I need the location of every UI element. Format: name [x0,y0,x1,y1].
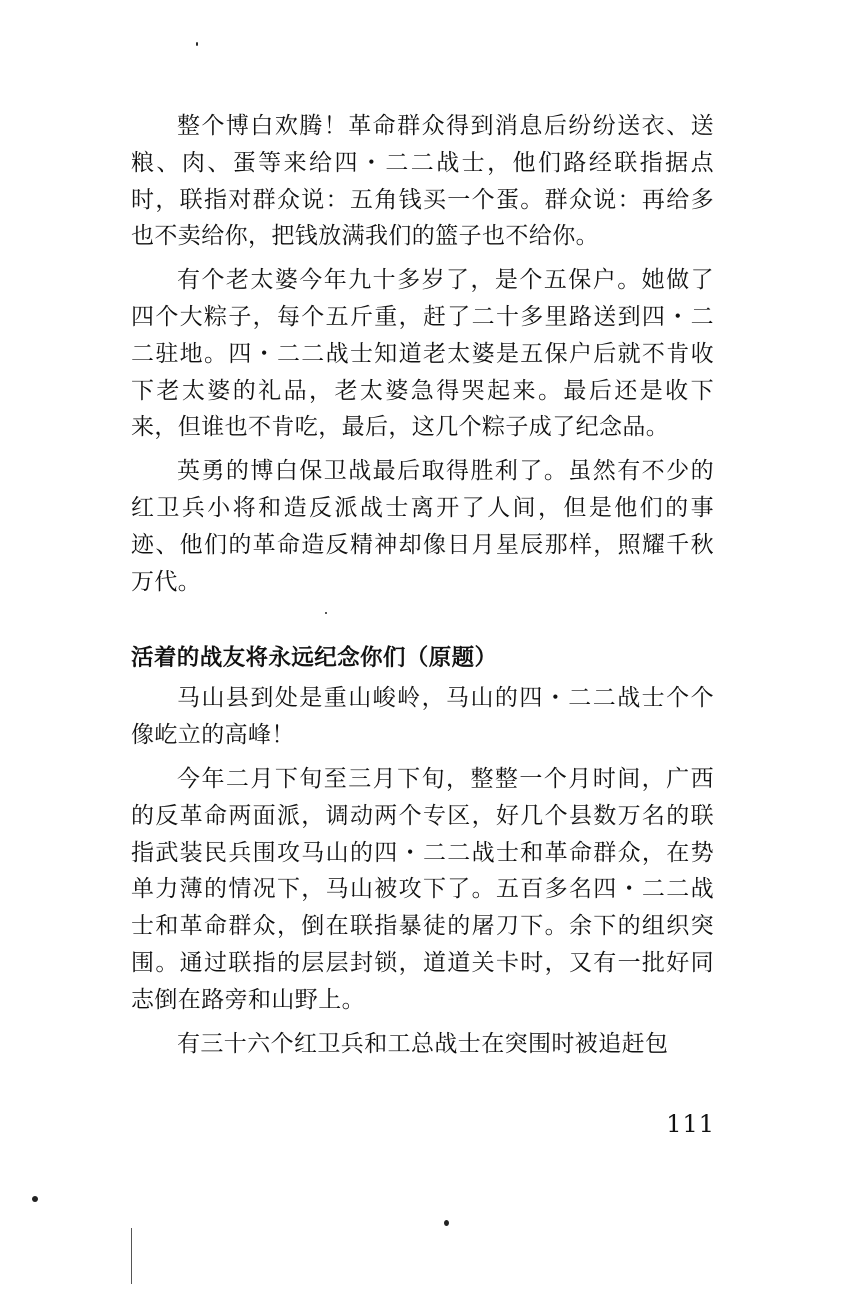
scan-speck [325,612,327,614]
page-body [131,108,714,1069]
scan-edge-line [131,1228,132,1284]
paragraph-bobai-celebration: 整个博白欢腾！革命群众得到消息后纷纷送衣、送粮、肉、蛋等来给四・二二战士，他们路经联指据点时，联指对群众说：五角钱买一个蛋。群众说：再给多也不卖给你，把钱放满我们的篮子也不给你。 [131,113,714,250]
scan-speck [32,1196,38,1202]
section-heading: 活着的战友将永远纪念你们（原题） [131,645,498,672]
paragraph-mashan-intro: 马山县到处是重山峻岭，马山的四・二二战士个个像屹立的高峰！ [131,685,714,749]
paragraph-old-woman: 有个老太婆今年九十多岁了，是个五保户。她做了四个大粽子，每个五斤重，赶了二十多里路送到四・二二驻地。四・二二战士知道老太婆是五保户后就不肯收下老太婆的礼品，老太婆急得哭起来。最后还是收下来，但谁也不肯吃，最后，这几个粽子成了纪念品。 [131,267,714,441]
scan-speck [444,1220,449,1226]
paragraph-mashan-siege: 今年二月下旬至三月下旬，整整一个月时间，广西的反革命两面派，调动两个专区，好几个县数万名的联指武装民兵围攻马山的四・二二战士和革命群众，在势单力薄的情况下，马山被攻下了。五百多名四・二二战士和革命群众，倒在联指暴徒的屠刀下。余下的组织突围。通过联指的层层封锁，道道关卡时，又有一批好同志倒在路旁和山野上。 [131,765,714,1013]
page-number: 111 [666,1110,715,1138]
paragraph-bobai-victory: 英勇的博白保卫战最后取得胜利了。虽然有不少的红卫兵小将和造反派战士离开了人间，但是他们的事迹、他们的革命造反精神却像日月星辰那样，照耀千秋万代。 [131,458,714,595]
paragraph-mashan-breakout: 有三十六个红卫兵和工总战士在突围时被追赶包 [177,1030,669,1057]
scan-speck [196,42,198,46]
